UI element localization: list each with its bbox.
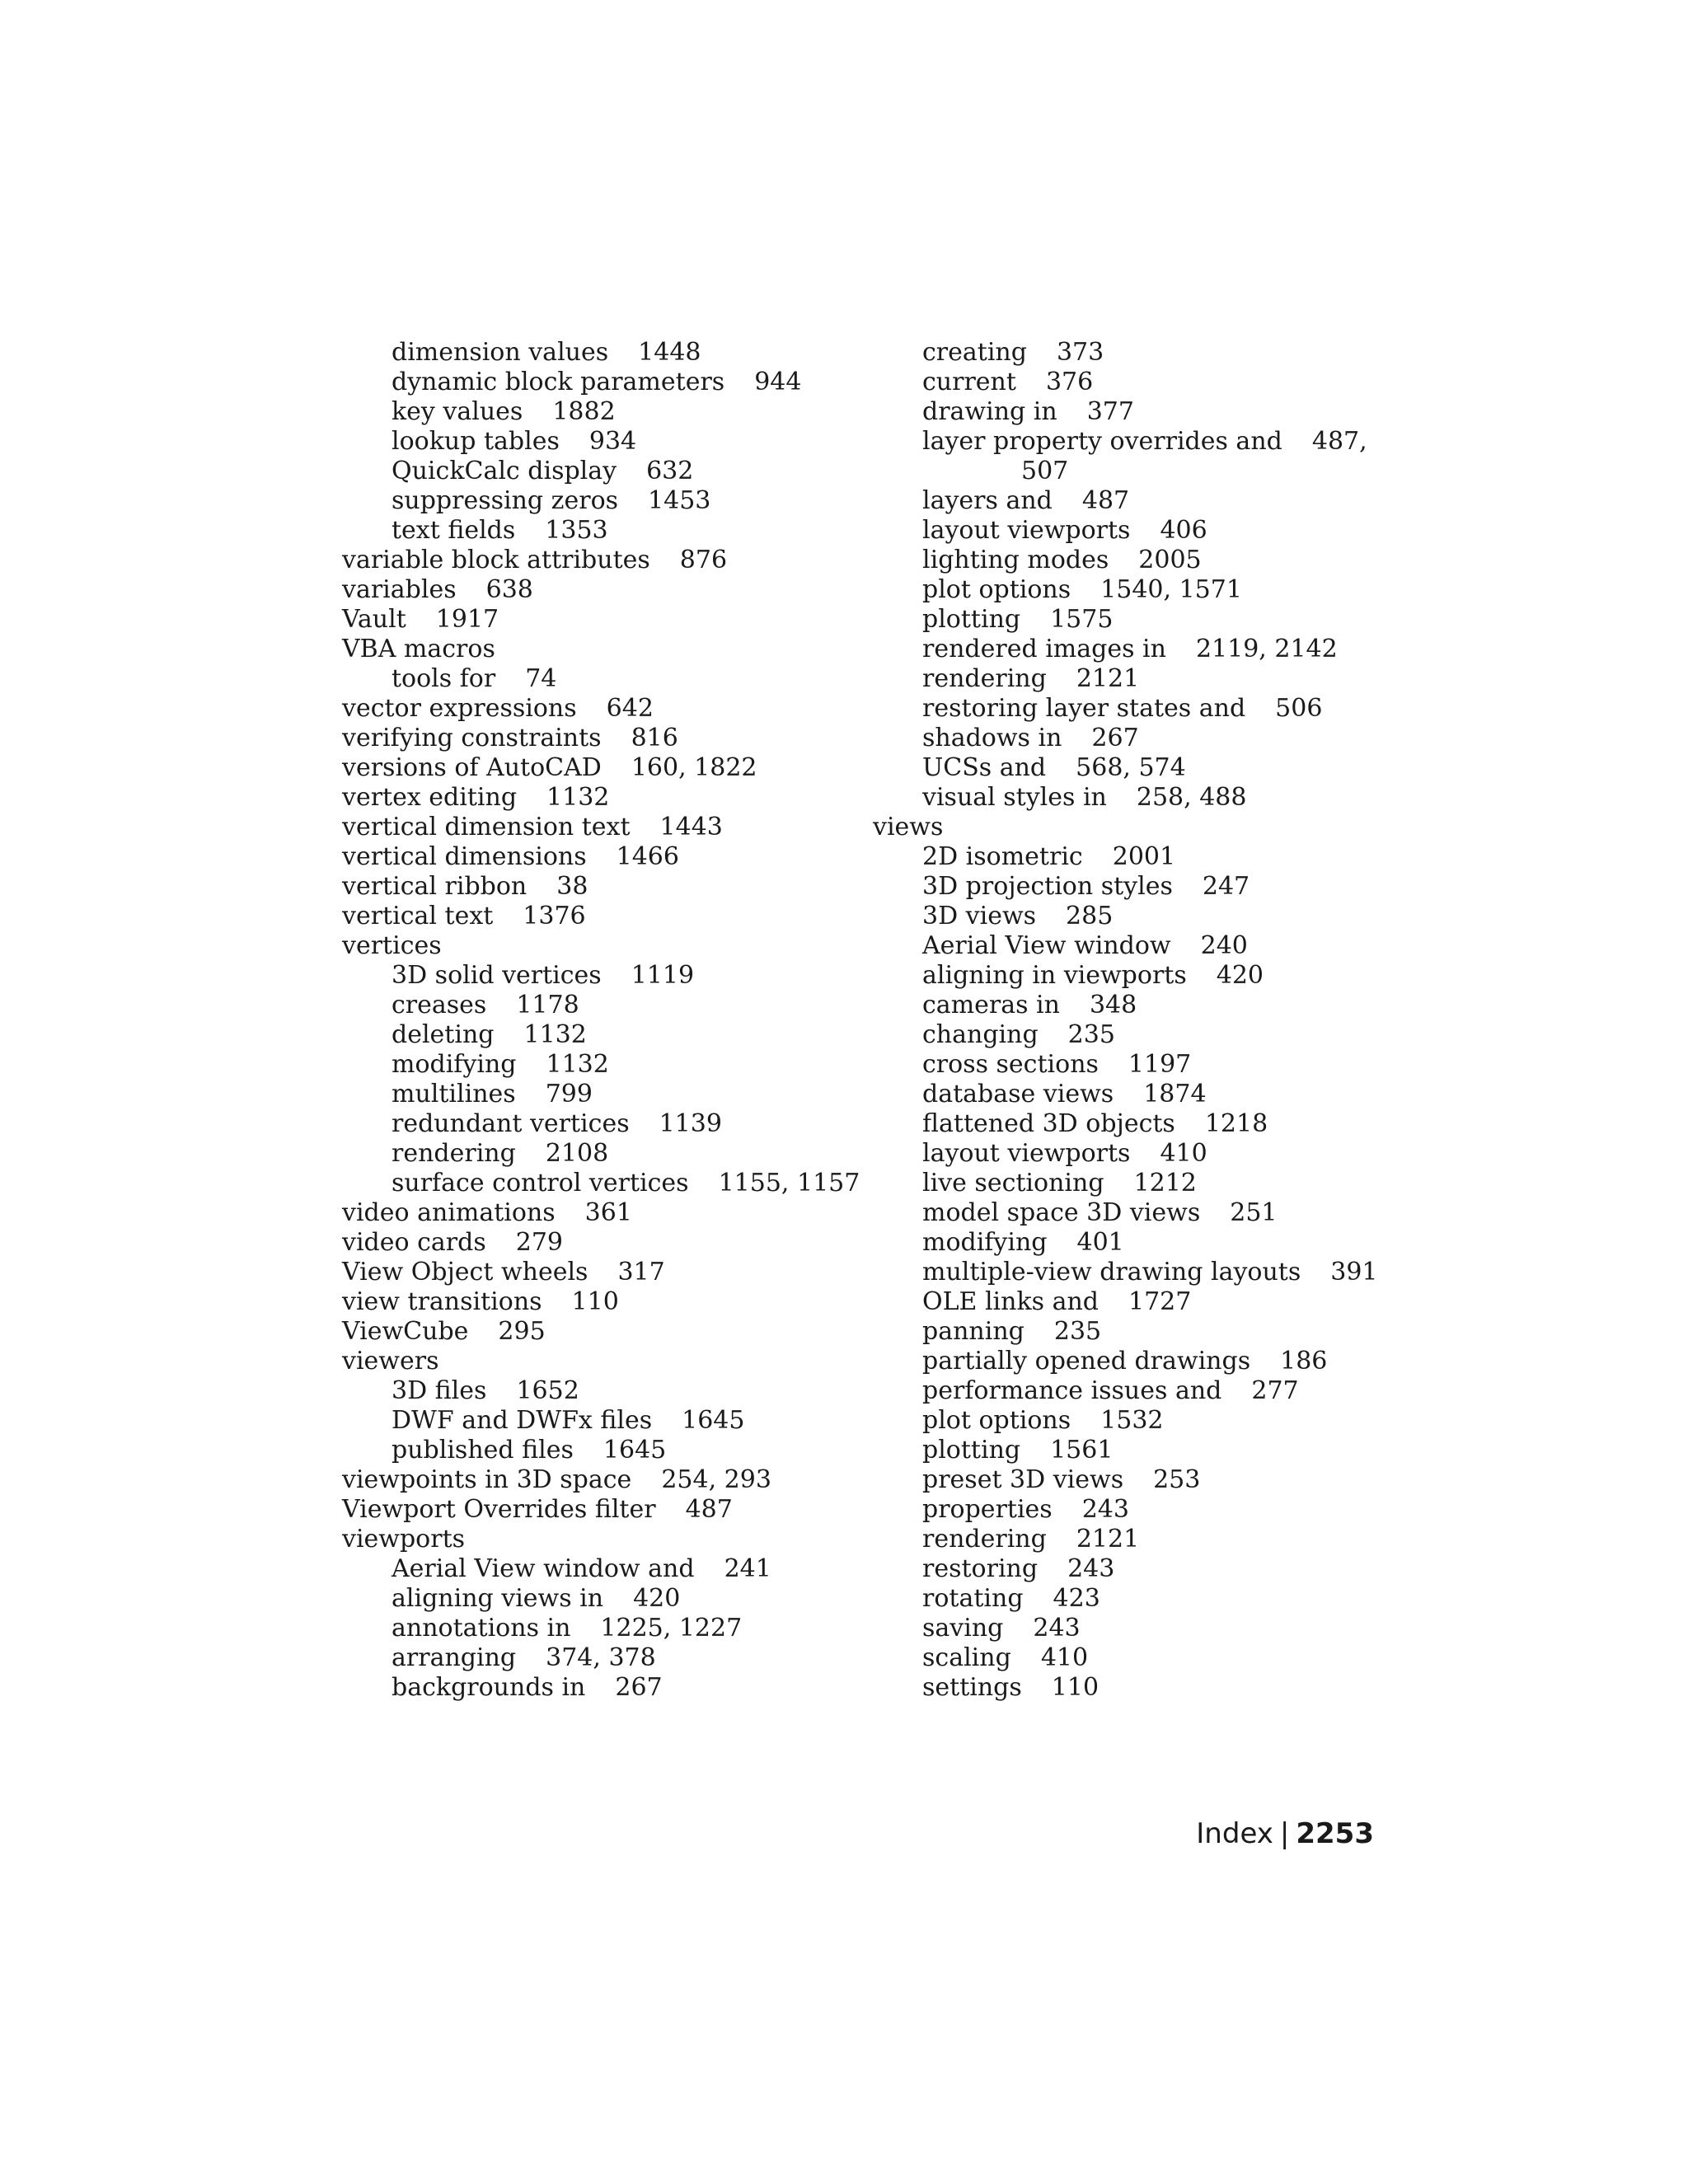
- index-entry: [342, 1228, 853, 1258]
- index-pages: 1532: [1100, 1406, 1164, 1435]
- index-term: scaling: [922, 1643, 1011, 1672]
- index-term: lighting modes: [922, 546, 1109, 574]
- index-term: plotting: [922, 605, 1021, 634]
- index-term: settings: [922, 1673, 1022, 1702]
- index-pages: 410: [1040, 1643, 1089, 1672]
- index-term: drawing in: [922, 397, 1057, 426]
- index-pages: 1197: [1128, 1050, 1192, 1079]
- index-entry: [873, 338, 1400, 368]
- index-pages: 1874: [1143, 1080, 1207, 1108]
- footer-separator: |: [1279, 1817, 1290, 1850]
- index-term: Viewport Overrides filter: [342, 1495, 656, 1524]
- index-term: rotating: [922, 1584, 1024, 1613]
- index-pages: 374, 378: [546, 1643, 656, 1672]
- index-pages: 1178: [516, 991, 579, 1019]
- index-entry: [873, 486, 1400, 516]
- index-term: tools for: [392, 664, 496, 693]
- index-entry: [873, 1317, 1400, 1347]
- index-entry: [873, 1673, 1400, 1703]
- index-entry: [873, 635, 1400, 664]
- index-pages: 160, 1822: [631, 753, 757, 782]
- index-entry: [873, 664, 1400, 694]
- index-term: layout viewports: [922, 516, 1131, 545]
- index-entry: [873, 397, 1400, 427]
- index-term: vertical dimension text: [342, 813, 631, 841]
- index-term: vertical ribbon: [342, 872, 528, 901]
- index-pages: 406: [1160, 516, 1207, 545]
- index-entry: [342, 1673, 853, 1703]
- index-term: shadows in: [922, 724, 1062, 752]
- index-term: UCSs and: [922, 753, 1047, 782]
- index-pages: 1218: [1204, 1109, 1268, 1138]
- index-pages: 2119, 2142: [1195, 635, 1338, 663]
- index-term: multiple-view drawing layouts: [922, 1258, 1301, 1286]
- index-term: 3D files: [392, 1376, 487, 1405]
- index-column-right: [873, 338, 1400, 1703]
- index-pages: 258, 488: [1136, 783, 1247, 812]
- index-term: model space 3D views: [922, 1198, 1201, 1227]
- index-pages: 1645: [603, 1436, 667, 1465]
- index-entry: [873, 1643, 1400, 1673]
- index-term: redundant vertices: [392, 1109, 630, 1138]
- index-term: OLE links and: [922, 1287, 1099, 1316]
- index-pages: 295: [498, 1317, 546, 1346]
- index-term: views: [873, 813, 944, 841]
- index-term: surface control vertices: [392, 1169, 689, 1197]
- index-pages: 487: [1081, 486, 1130, 515]
- index-term: creating: [922, 338, 1027, 367]
- index-term: VBA macros: [342, 635, 495, 663]
- index-term: aligning views in: [392, 1584, 604, 1613]
- index-term: viewports: [342, 1525, 466, 1554]
- index-term: layout viewports: [922, 1139, 1131, 1168]
- index-entry: [873, 842, 1400, 872]
- index-entry: [873, 457, 1400, 486]
- index-entry: [873, 368, 1400, 397]
- index-term: partially opened drawings: [922, 1347, 1251, 1376]
- index-pages: 235: [1053, 1317, 1102, 1346]
- index-pages: 317: [617, 1258, 665, 1286]
- index-entry: [342, 1376, 853, 1406]
- index-pages: 420: [1216, 961, 1264, 990]
- index-pages: 267: [1091, 724, 1139, 752]
- index-term: modifying: [392, 1050, 517, 1079]
- index-entry: [342, 724, 853, 753]
- index-pages: 1645: [682, 1406, 745, 1435]
- index-term: View Object wheels: [342, 1258, 588, 1286]
- index-entry: [342, 1317, 853, 1347]
- index-term: annotations in: [392, 1614, 571, 1643]
- index-pages: 799: [545, 1080, 593, 1108]
- index-entry: [342, 991, 853, 1020]
- index-entry: [873, 1376, 1400, 1406]
- index-term: restoring layer states and: [922, 694, 1246, 723]
- index-term: multilines: [392, 1080, 516, 1108]
- index-entry: [873, 1109, 1400, 1139]
- index-entry: [342, 575, 853, 605]
- index-entry: [342, 872, 853, 902]
- index-pages: 2005: [1138, 546, 1202, 574]
- index-pages: 1132: [546, 1050, 609, 1079]
- index-pages: 876: [679, 546, 728, 574]
- index-term: DWF and DWFx files: [392, 1406, 653, 1435]
- index-entry: [342, 1198, 853, 1228]
- index-term: flattened 3D objects: [922, 1109, 1175, 1138]
- index-entry: [873, 724, 1400, 753]
- index-entry: [342, 1080, 853, 1109]
- index-term: vertices: [342, 931, 442, 960]
- index-term: ViewCube: [342, 1317, 469, 1346]
- index-pages: 74: [525, 664, 557, 693]
- index-term: vector expressions: [342, 694, 577, 723]
- index-entry: [873, 1495, 1400, 1525]
- index-pages: 1139: [659, 1109, 722, 1138]
- index-term: Aerial View window and: [392, 1554, 695, 1583]
- index-entry: [342, 1525, 853, 1554]
- index-entry: [873, 753, 1400, 783]
- index-entry: [873, 1584, 1400, 1614]
- index-entry: [873, 813, 1400, 842]
- index-entry: [342, 1495, 853, 1525]
- index-pages: 279: [515, 1228, 563, 1257]
- index-pages: 1727: [1128, 1287, 1192, 1316]
- index-pages: 1225, 1227: [600, 1614, 743, 1643]
- index-entry: [873, 902, 1400, 931]
- index-pages: 506: [1275, 694, 1323, 723]
- index-term: layers and: [922, 486, 1053, 515]
- index-entry: [342, 961, 853, 991]
- index-pages: 1561: [1050, 1436, 1114, 1465]
- index-pages: 2108: [545, 1139, 609, 1168]
- index-entry: [342, 1614, 853, 1643]
- index-term: versions of AutoCAD: [342, 753, 602, 782]
- index-term: viewers: [342, 1347, 439, 1376]
- index-entry: [873, 605, 1400, 635]
- index-pages: 1917: [435, 605, 499, 634]
- index-term: performance issues and: [922, 1376, 1222, 1405]
- index-pages: 420: [633, 1584, 681, 1613]
- index-entry: [342, 1139, 853, 1169]
- index-pages: 391: [1330, 1258, 1378, 1286]
- index-term: current: [922, 368, 1016, 396]
- index-entry: [873, 991, 1400, 1020]
- index-pages: 38: [556, 872, 588, 901]
- index-entry: [342, 605, 853, 635]
- index-pages: 1882: [552, 397, 616, 426]
- index-term: properties: [922, 1495, 1053, 1524]
- index-pages: 642: [606, 694, 654, 723]
- index-pages: 247: [1202, 872, 1250, 901]
- index-term: lookup tables: [392, 427, 560, 456]
- index-term: modifying: [922, 1228, 1048, 1257]
- index-pages: 254, 293: [661, 1465, 771, 1494]
- index-pages: 487: [685, 1495, 733, 1524]
- index-entry: [342, 427, 853, 457]
- index-term: creases: [392, 991, 487, 1019]
- index-term: rendering: [922, 1525, 1047, 1554]
- index-entry: [342, 1643, 853, 1673]
- index-term: QuickCalc display: [392, 457, 617, 485]
- index-entry: [342, 902, 853, 931]
- index-entry: [342, 1287, 853, 1317]
- index-term: vertical text: [342, 902, 494, 930]
- index-entry: [342, 813, 853, 842]
- index-pages: 934: [588, 427, 637, 456]
- index-pages: 235: [1067, 1020, 1115, 1049]
- index-entry: [342, 1050, 853, 1080]
- index-pages: 376: [1045, 368, 1094, 396]
- index-pages: 1119: [631, 961, 695, 990]
- index-term: verifying constraints: [342, 724, 602, 752]
- index-term: cameras in: [922, 991, 1060, 1019]
- index-column-left: [342, 338, 860, 1703]
- index-pages: 1575: [1050, 605, 1114, 634]
- index-entry: [342, 1347, 853, 1376]
- index-entry: [873, 1020, 1400, 1050]
- index-term: 2D isometric: [922, 842, 1083, 871]
- index-pages: 267: [615, 1673, 663, 1702]
- index-term: variable block attributes: [342, 546, 650, 574]
- index-pages: 423: [1053, 1584, 1100, 1613]
- index-term: plot options: [922, 575, 1071, 604]
- index-entry: [873, 1554, 1400, 1584]
- index-pages: 110: [1051, 1673, 1100, 1702]
- index-entry: [342, 694, 853, 724]
- index-term: suppressing zeros: [392, 486, 619, 515]
- index-pages: 410: [1160, 1139, 1207, 1168]
- index-entry: [342, 457, 853, 486]
- index-term: video cards: [342, 1228, 486, 1257]
- index-term: 507: [1021, 457, 1069, 485]
- index-entry: [342, 516, 853, 546]
- index-pages: 1466: [616, 842, 679, 871]
- index-pages: 487,: [1311, 427, 1367, 456]
- index-pages: 243: [1067, 1554, 1115, 1583]
- index-term: saving: [922, 1614, 1004, 1643]
- index-entry: [873, 1406, 1400, 1436]
- index-entry: [873, 783, 1400, 813]
- index-entry: [342, 546, 853, 575]
- index-term: Vault: [342, 605, 406, 634]
- index-pages: 285: [1066, 902, 1114, 930]
- index-pages: 1212: [1133, 1169, 1197, 1197]
- index-entry: [873, 1198, 1400, 1228]
- index-pages: 1652: [516, 1376, 579, 1405]
- index-pages: 377: [1086, 397, 1134, 426]
- index-pages: 632: [646, 457, 694, 485]
- index-term: view transitions: [342, 1287, 542, 1316]
- index-term: 3D projection styles: [922, 872, 1173, 901]
- index-pages: 1540, 1571: [1100, 575, 1242, 604]
- index-entry: [342, 1465, 853, 1495]
- index-entry: [342, 753, 853, 783]
- index-pages: 361: [584, 1198, 632, 1227]
- index-pages: 1453: [648, 486, 711, 515]
- index-term: layer property overrides and: [922, 427, 1282, 456]
- index-pages: 401: [1076, 1228, 1124, 1257]
- index-pages: 1376: [523, 902, 586, 930]
- index-pages: 1353: [545, 516, 608, 545]
- index-term: dimension values: [392, 338, 609, 367]
- index-entry: [873, 427, 1400, 457]
- index-entry: [342, 1020, 853, 1050]
- index-entry: [342, 338, 853, 368]
- index-pages: 816: [631, 724, 678, 752]
- index-term: text fields: [392, 516, 516, 545]
- index-entry: [342, 635, 853, 664]
- index-entry: [873, 546, 1400, 575]
- index-term: arranging: [392, 1643, 517, 1672]
- index-entry: [342, 486, 853, 516]
- index-pages: 568, 574: [1076, 753, 1186, 782]
- index-pages: 1155, 1157: [718, 1169, 860, 1197]
- index-term: vertex editing: [342, 783, 518, 812]
- index-term: plot options: [922, 1406, 1071, 1435]
- index-entry: [342, 1554, 853, 1584]
- index-entry: [342, 1406, 853, 1436]
- index-entry: [873, 1614, 1400, 1643]
- index-pages: 1448: [638, 338, 701, 367]
- index-term: aligning in viewports: [922, 961, 1187, 990]
- index-pages: 1443: [659, 813, 723, 841]
- index-entry: [342, 1109, 853, 1139]
- index-entry: [873, 575, 1400, 605]
- index-term: video animations: [342, 1198, 556, 1227]
- index-entry: [342, 1258, 853, 1287]
- index-entry: [873, 516, 1400, 546]
- index-pages: 277: [1251, 1376, 1299, 1405]
- index-pages: 2001: [1112, 842, 1176, 871]
- index-pages: 2121: [1076, 664, 1140, 693]
- index-entry: [873, 1228, 1400, 1258]
- index-pages: 1132: [523, 1020, 587, 1049]
- index-pages: 251: [1230, 1198, 1278, 1227]
- index-entry: [342, 1584, 853, 1614]
- index-pages: 253: [1153, 1465, 1201, 1494]
- index-pages: 240: [1200, 931, 1248, 960]
- index-entry: [873, 1139, 1400, 1169]
- index-entry: [873, 1465, 1400, 1495]
- index-entry: [873, 694, 1400, 724]
- index-pages: 1132: [546, 783, 610, 812]
- index-pages: 241: [724, 1554, 771, 1583]
- index-term: visual styles in: [922, 783, 1107, 812]
- index-term: viewpoints in 3D space: [342, 1465, 632, 1494]
- index-term: database views: [922, 1080, 1114, 1108]
- index-term: cross sections: [922, 1050, 1099, 1079]
- index-entry: [342, 842, 853, 872]
- index-pages: 186: [1280, 1347, 1328, 1376]
- index-term: 3D solid vertices: [392, 961, 602, 990]
- index-pages: 243: [1081, 1495, 1129, 1524]
- index-term: backgrounds in: [392, 1673, 586, 1702]
- index-pages: 348: [1089, 991, 1137, 1019]
- index-term: rendering: [392, 1139, 516, 1168]
- index-term: changing: [922, 1020, 1039, 1049]
- index-term: Aerial View window: [922, 931, 1171, 960]
- page-footer: [1196, 1817, 1374, 1850]
- page-number: 2253: [1296, 1817, 1374, 1850]
- index-term: rendered images in: [922, 635, 1166, 663]
- index-term: published files: [392, 1436, 574, 1465]
- index-entry: [873, 1258, 1400, 1287]
- index-entry: [873, 1525, 1400, 1554]
- index-pages: 2121: [1076, 1525, 1140, 1554]
- index-term: panning: [922, 1317, 1025, 1346]
- index-pages: 243: [1033, 1614, 1081, 1643]
- index-entry: [873, 961, 1400, 991]
- index-entry: [342, 1169, 860, 1198]
- footer-label: Index: [1196, 1817, 1273, 1850]
- index-entry: [342, 397, 853, 427]
- index-entry: [342, 368, 853, 397]
- index-term: dynamic block parameters: [392, 368, 725, 396]
- index-term: live sectioning: [922, 1169, 1104, 1197]
- index-entry: [873, 1287, 1400, 1317]
- index-pages: 944: [754, 368, 802, 396]
- index-entry: [873, 872, 1400, 902]
- index-entry: [873, 1169, 1400, 1198]
- index-entry: [873, 1436, 1400, 1465]
- index-term: plotting: [922, 1436, 1021, 1465]
- index-term: restoring: [922, 1554, 1039, 1583]
- index-term: key values: [392, 397, 523, 426]
- index-term: rendering: [922, 664, 1047, 693]
- index-pages: 373: [1056, 338, 1104, 367]
- index-term: deleting: [392, 1020, 495, 1049]
- index-pages: 638: [485, 575, 533, 604]
- index-term: variables: [342, 575, 457, 604]
- index-term: 3D views: [922, 902, 1037, 930]
- index-entry: [342, 783, 853, 813]
- index-entry: [873, 1347, 1400, 1376]
- index-entry: [342, 1436, 853, 1465]
- index-entry: [342, 664, 853, 694]
- index-pages: 110: [571, 1287, 619, 1316]
- index-entry: [873, 1080, 1400, 1109]
- index-entry: [873, 931, 1400, 961]
- index-term: vertical dimensions: [342, 842, 587, 871]
- index-entry: [873, 1050, 1400, 1080]
- index-term: preset 3D views: [922, 1465, 1124, 1494]
- index-entry: [342, 931, 853, 961]
